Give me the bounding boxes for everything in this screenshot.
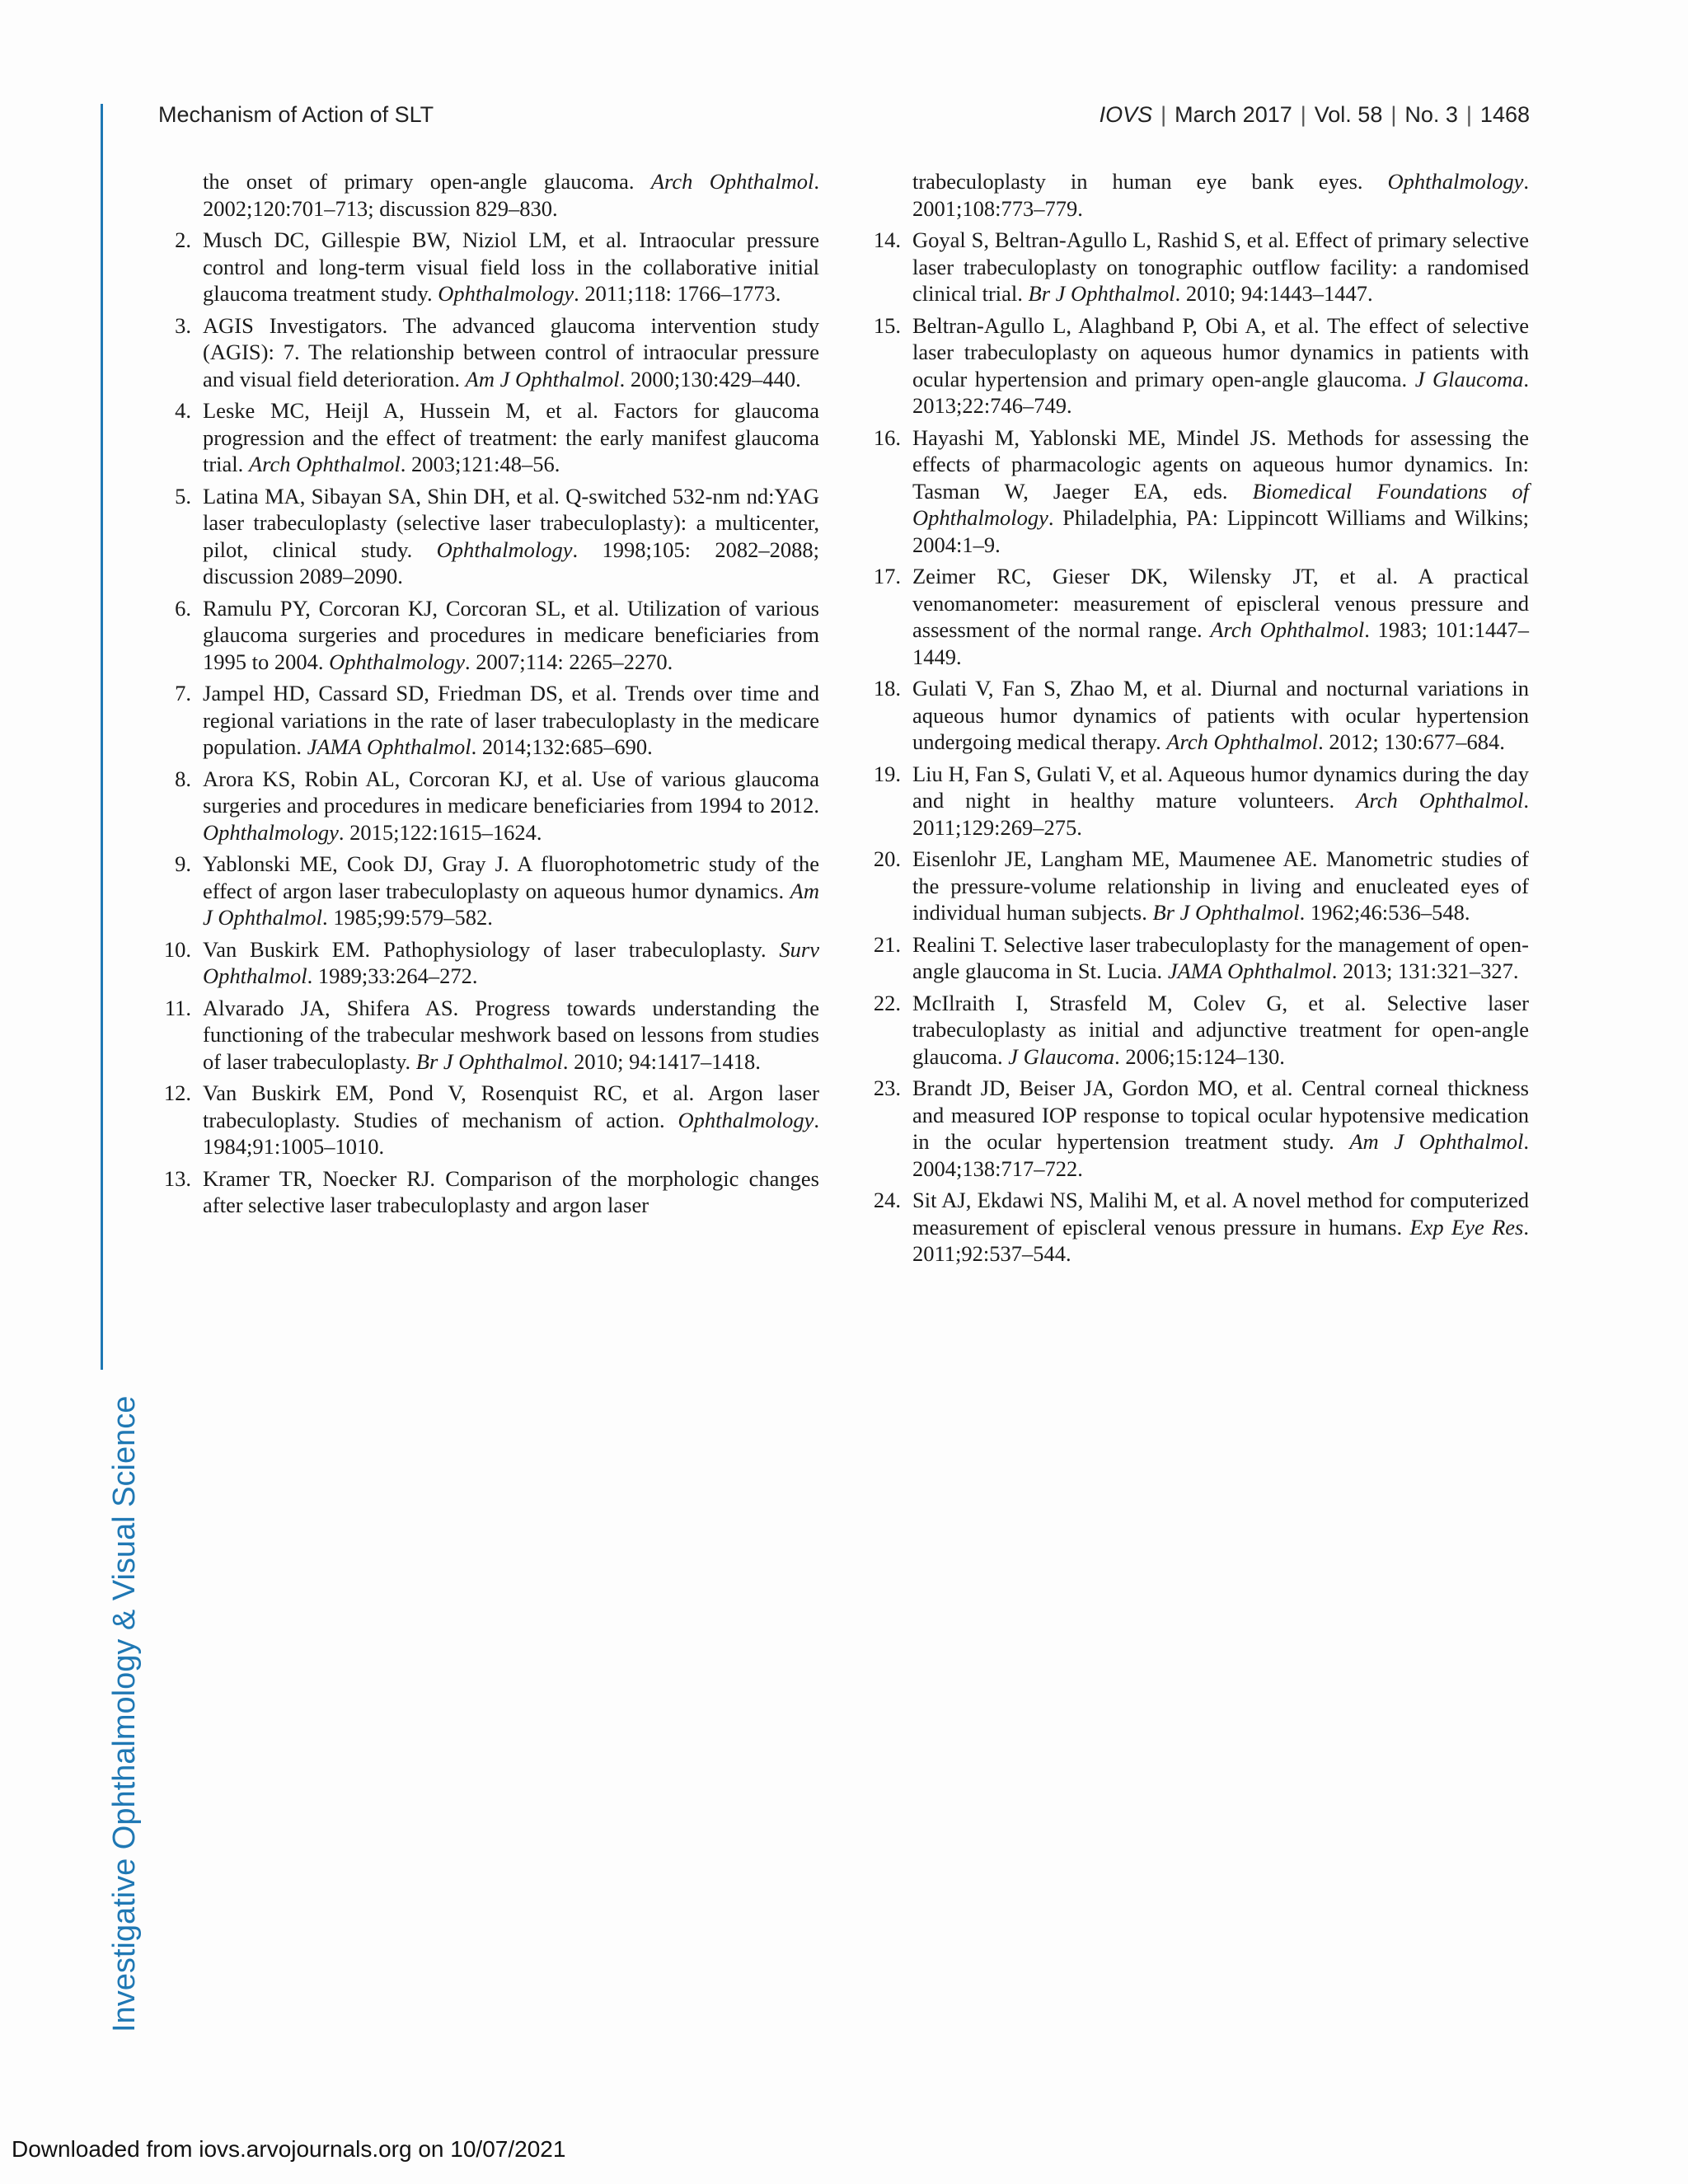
reference-item xyxy=(870,1075,1529,1182)
reference-details: . 2015;122:1615–1624. xyxy=(338,819,542,845)
reference-text: Arora KS, Robin AL, Corcoran KJ, et al. Use of various glaucoma surgeries and procedures in medicare beneficiaries from 1994 to 2012. xyxy=(203,766,819,818)
running-title: Mechanism of Action of SLT xyxy=(158,102,434,127)
reference-number: 23. xyxy=(873,1076,901,1100)
sidebar-journal-name: Investigative Ophthalmology & Visual Science xyxy=(104,1385,145,2044)
reference-number: 5. xyxy=(175,483,191,509)
reference-number: 21. xyxy=(873,931,901,957)
reference-number: 18. xyxy=(873,676,901,701)
reference-details: . 2011;129:269–275. xyxy=(912,788,1529,840)
reference-number: 10. xyxy=(163,936,191,962)
reference-text: AGIS Investigators. The advanced glaucoma intervention study (AGIS): 7. The relationship between control of intraocular pressure and visual field deterioration. xyxy=(203,312,819,391)
reference-number: 12. xyxy=(163,1080,191,1105)
reference-text: Goyal S, Beltran-Agullo L, Rashid S, et al. Effect of primary selective laser trabeculoplasty on tonographic outflow facility: a randomised clinical trial. xyxy=(912,227,1529,306)
reference-details: . 2010; 94:1417–1418. xyxy=(562,1048,761,1074)
reference-details: . 2010; 94:1443–1447. xyxy=(1175,281,1373,306)
reference-item xyxy=(160,766,819,846)
reference-item xyxy=(160,483,819,590)
reference-item xyxy=(870,675,1529,756)
reference-text: Kramer TR, Noecker RJ. Comparison of the morphologic changes after selective laser trabeculoplasty and argon laser xyxy=(203,1165,819,1217)
reference-number: 4. xyxy=(175,398,191,423)
reference-text: Yablonski ME, Cook DJ, Gray J. A fluorophotometric study of the effect of argon laser trabeculoplasty on aqueous humor dynamics. xyxy=(203,851,819,903)
reference-text: Van Buskirk EM, Pond V, Rosenquist RC, et al. Argon laser trabeculoplasty. Studies of mechanism of action. xyxy=(203,1080,819,1132)
reference-journal: Arch Ophthalmol xyxy=(1210,617,1365,642)
reference-number: 20. xyxy=(873,846,901,871)
reference-journal: Surv Ophthalmol xyxy=(203,936,819,988)
reference-number: 15. xyxy=(873,312,901,338)
reference-text: Liu H, Fan S, Gulati V, et al. Aqueous humor dynamics during the day and night in healthy mature volunteers. xyxy=(912,761,1529,813)
reference-details: . 2002;120:701–713; discussion 829–830. xyxy=(203,169,819,221)
reference-journal: Ophthalmology xyxy=(678,1107,814,1132)
reference-number: 24. xyxy=(873,1188,901,1212)
reference-item xyxy=(870,931,1529,985)
reference-number: 2. xyxy=(175,227,191,252)
reference-journal: J Glaucoma xyxy=(1414,366,1524,391)
reference-journal: JAMA Ophthalmol xyxy=(1167,958,1332,983)
reference-item xyxy=(160,1080,819,1160)
reference-details: . 1983; 101:1447–1449. xyxy=(912,617,1529,669)
reference-item xyxy=(870,1187,1529,1268)
reference-details: . 1985;99:579–582. xyxy=(322,905,493,930)
reference-details: . 2003;121:48–56. xyxy=(400,452,560,476)
reference-details: . 1989;33:264–272. xyxy=(307,963,478,988)
reference-text: Sit AJ, Ekdawi NS, Malihi M, et al. A novel method for computerized measurement of episcleral venous pressure in humans. xyxy=(912,1188,1529,1240)
reference-journal: Arch Ophthalmol xyxy=(248,452,401,476)
reference-details: . 2000;130:429–440. xyxy=(619,366,801,391)
journal-citation-header: IOVS | March 2017 | Vol. 58 | No. 3 | 1468 xyxy=(1099,102,1530,127)
reference-item xyxy=(870,424,1529,559)
reference-journal: Br J Ophthalmol xyxy=(1028,281,1175,306)
reference-number: 6. xyxy=(175,595,191,621)
reference-number: 8. xyxy=(175,766,191,791)
reference-details: . 2011;92:537–544. xyxy=(912,1214,1529,1266)
volume: Vol. 58 xyxy=(1314,102,1383,127)
reference-journal: JAMA Ophthalmol xyxy=(307,734,471,759)
page-number: 1468 xyxy=(1479,102,1530,127)
reference-journal: Arch Ophthalmol xyxy=(1356,788,1524,813)
reference-number: 9. xyxy=(175,851,191,876)
reference-item xyxy=(870,846,1529,926)
reference-text: Alvarado JA, Shifera AS. Progress towards understanding the functioning of the trabecular meshwork based on lessons from studies of laser trabeculoplasty. xyxy=(203,995,819,1074)
reference-item xyxy=(160,936,819,990)
reference-number: 7. xyxy=(175,681,191,705)
reference-item xyxy=(160,227,819,307)
reference-text: Leske MC, Heijl A, Hussein M, et al. Factors for glaucoma progression and the effect of treatment: the early manifest glaucoma trial. xyxy=(203,398,819,476)
reference-text: Jampel HD, Cassard SD, Friedman DS, et al. Trends over time and regional variations in the rate of laser trabeculoplasty in the medicare population. xyxy=(203,681,819,759)
reference-journal: Ophthalmology xyxy=(438,281,574,306)
reference-journal: Am J Ophthalmol xyxy=(465,366,620,391)
reference-details: . 2001;108:773–779. xyxy=(912,169,1529,221)
reference-journal: Am J Ophthalmol xyxy=(1349,1129,1524,1154)
reference-details: . 1998;105: 2082–2088; discussion 2089–2090. xyxy=(203,537,819,588)
reference-item xyxy=(870,227,1529,307)
reference-text: Musch DC, Gillespie BW, Niziol LM, et al. Intraocular pressure control and long-term visual field loss in the collaborative initial glaucoma treatment study. xyxy=(203,227,819,306)
reference-details: . Philadelphia, PA: Lippincott Williams and Wilkins; 2004:1–9. xyxy=(912,505,1529,557)
reference-details: . 1984;91:1005–1010. xyxy=(203,1107,819,1159)
issue-date: March 2017 xyxy=(1175,102,1292,127)
reference-journal: Am J Ophthalmol xyxy=(203,878,819,930)
reference-number: 11. xyxy=(164,995,191,1020)
references-right-column xyxy=(870,168,1529,1272)
reference-details: . 2014;132:685–690. xyxy=(471,734,653,759)
reference-details: . 2011;118: 1766–1773. xyxy=(574,281,781,306)
reference-number: 3. xyxy=(175,312,191,338)
reference-number: 19. xyxy=(873,761,901,786)
reference-journal: Br J Ophthalmol xyxy=(415,1048,563,1074)
reference-text: Eisenlohr JE, Langham ME, Maumenee AE. Manometric studies of the pressure-volume relationship in living and enucleated eyes of individual human subjects. xyxy=(912,846,1529,925)
reference-journal: Biomedical Foundations of Ophthalmology xyxy=(912,478,1529,530)
reference-text: Ramulu PY, Corcoran KJ, Corcoran SL, et al. Utilization of various glaucoma surgeries and procedures in medicare beneficiaries from 1995 to 2004. xyxy=(203,595,819,674)
reference-item xyxy=(160,168,819,222)
reference-journal: Arch Ophthalmol xyxy=(650,169,814,194)
reference-details: . 2012; 130:677–684. xyxy=(1318,729,1505,754)
reference-item xyxy=(870,563,1529,670)
reference-journal: Ophthalmology xyxy=(203,819,339,845)
reference-journal: Br J Ophthalmol xyxy=(1152,900,1300,925)
reference-item xyxy=(870,990,1529,1071)
reference-text: Realini T. Selective laser trabeculoplasty for the management of open-angle glaucoma in St. Lucia. xyxy=(912,931,1529,983)
reference-text: Gulati V, Fan S, Zhao M, et al. Diurnal and nocturnal variations in aqueous humor dynamics of patients with ocular hypertension undergoing medical therapy. xyxy=(912,676,1529,754)
reference-item xyxy=(160,312,819,393)
download-note: Downloaded from iovs.arvojournals.org on 10/07/2021 xyxy=(12,2136,566,2162)
reference-text: Zeimer RC, Gieser DK, Wilensky JT, et al. A practical venomanometer: measurement of episcleral venous pressure and assessment of the normal range. xyxy=(912,564,1529,642)
reference-item xyxy=(160,595,819,676)
reference-item xyxy=(160,995,819,1076)
reference-journal: Ophthalmology xyxy=(436,537,573,562)
reference-text: Latina MA, Sibayan SA, Shin DH, et al. Q-switched 532-nm nd:YAG laser trabeculoplasty (selective laser trabeculoplasty): a multicenter, pilot, clinical study. xyxy=(203,483,819,562)
reference-text: the onset of primary open-angle glaucoma. xyxy=(203,169,651,194)
reference-text: Beltran-Agullo L, Alaghband P, Obi A, et al. The effect of selective laser trabeculoplasty on aqueous humor dynamics in patients with ocular hypertension and primary open-angle glaucoma. xyxy=(912,312,1529,391)
reference-journal: Ophthalmology xyxy=(329,649,465,674)
reference-details: . 2006;15:124–130. xyxy=(1114,1043,1285,1069)
reference-item xyxy=(870,168,1529,222)
reference-journal: Ophthalmology xyxy=(1387,169,1524,194)
reference-text: Van Buskirk EM. Pathophysiology of laser trabeculoplasty. xyxy=(203,936,780,962)
journal-abbrev: IOVS xyxy=(1099,102,1153,127)
reference-item xyxy=(160,1165,819,1219)
reference-journal: Exp Eye Res xyxy=(1409,1214,1524,1240)
issue-number: No. 3 xyxy=(1404,102,1458,127)
reference-item xyxy=(870,761,1529,841)
references-left-column xyxy=(160,168,819,1224)
reference-number: 14. xyxy=(873,227,901,252)
reference-details: . 2013;22:746–749. xyxy=(912,366,1529,418)
reference-number: 22. xyxy=(873,990,901,1015)
reference-journal: J Glaucoma xyxy=(1008,1043,1115,1069)
sidebar-rule xyxy=(101,104,103,1370)
reference-item xyxy=(870,312,1529,419)
reference-details: . 1962;46:536–548. xyxy=(1299,900,1470,925)
reference-item xyxy=(160,397,819,478)
reference-details: . 2007;114: 2265–2270. xyxy=(465,649,673,674)
reference-number: 13. xyxy=(163,1165,191,1191)
reference-text: Brandt JD, Beiser JA, Gordon MO, et al. Central corneal thickness and measured IOP response to topical ocular hypotensive medication in the ocular hypertension treatment study. xyxy=(912,1076,1529,1154)
reference-item xyxy=(160,851,819,931)
reference-journal: Arch Ophthalmol xyxy=(1166,729,1319,754)
reference-text: trabeculoplasty in human eye bank eyes. xyxy=(912,169,1388,194)
reference-details: . 2013; 131:321–327. xyxy=(1331,958,1519,983)
reference-text: Hayashi M, Yablonski ME, Mindel JS. Methods for assessing the effects of pharmacologic agents on aqueous humor dynamics. In: Tasman W, Jaeger EA, eds. xyxy=(912,424,1529,504)
reference-number: 16. xyxy=(873,424,901,450)
reference-item xyxy=(160,680,819,761)
reference-number: 17. xyxy=(873,564,901,588)
reference-details: . 2004;138:717–722. xyxy=(912,1129,1529,1181)
reference-text: McIlraith I, Strasfeld M, Colev G, et al. Selective laser trabeculoplasty as initial and adjunctive treatment for open-angle glaucoma. xyxy=(912,990,1529,1069)
